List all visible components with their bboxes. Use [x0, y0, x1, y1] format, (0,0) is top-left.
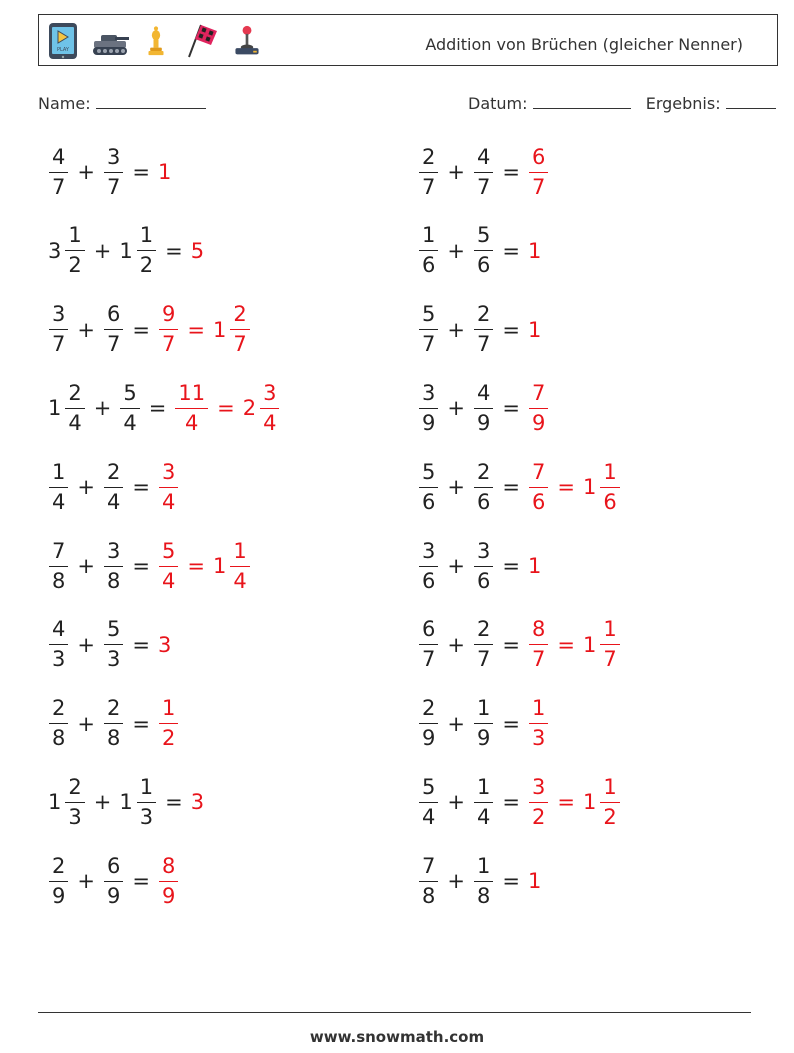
plus-sign: + [77, 160, 95, 184]
answer-whole: 5 [190, 238, 205, 263]
addend-b-numerator: 1 [474, 856, 493, 882]
answer-fraction [159, 853, 178, 908]
answer-equals-sign: = [187, 317, 205, 342]
equals-sign: = [502, 317, 520, 342]
equals-sign: = [132, 869, 150, 894]
addend-a-numerator: 2 [419, 698, 438, 724]
addend-b-numerator: 5 [120, 383, 139, 409]
addend-b-denominator: 3 [106, 647, 121, 672]
plus-sign: + [447, 475, 465, 500]
answer-numerator: 5 [159, 541, 178, 567]
date-blank[interactable] [533, 94, 631, 109]
answer-denominator: 9 [531, 410, 546, 435]
addend-b-denominator: 7 [476, 647, 491, 672]
addend-b-fraction [474, 144, 493, 199]
plus-sign: + [77, 869, 95, 894]
addend-a-fraction [49, 144, 68, 199]
addend-a-numerator: 1 [65, 225, 84, 251]
answer-whole: 2 [242, 396, 257, 421]
equals-sign: = [502, 396, 520, 421]
answer [526, 318, 542, 342]
addend-b-whole: 1 [119, 790, 133, 815]
answer [156, 160, 172, 184]
equals-sign: = [148, 396, 167, 421]
problem-item [416, 692, 551, 756]
addend-b-denominator: 8 [476, 883, 491, 908]
addend-b-numerator: 1 [137, 777, 156, 803]
problem-item [416, 376, 551, 440]
answer-numerator: 6 [529, 147, 548, 173]
answer-equals-sign: = [557, 790, 575, 815]
addend-b-fraction [104, 853, 123, 908]
answer-whole: 1 [527, 554, 542, 578]
answer-denominator: 4 [263, 410, 277, 435]
answer-whole: 1 [582, 790, 597, 815]
answer-equals-sign: = [557, 475, 575, 500]
answer [156, 459, 181, 514]
addend-a-fraction [49, 619, 68, 670]
answer-numerator: 1 [159, 698, 178, 724]
equals-sign: = [132, 554, 150, 578]
answer-denominator: 2 [603, 804, 617, 829]
addend-b-fraction [474, 225, 493, 276]
equals-sign: = [502, 160, 520, 184]
answer-fraction [529, 380, 548, 435]
answer-fraction [529, 774, 548, 829]
addend-a-fraction [419, 304, 438, 355]
date-field[interactable] [468, 94, 776, 113]
answer-whole: 1 [212, 554, 227, 578]
plus-sign: + [447, 317, 465, 342]
addend-a-denominator: 8 [52, 726, 66, 751]
addend-b-denominator: 7 [106, 174, 121, 199]
addend-a-numerator: 7 [49, 541, 68, 567]
addend-b-fraction [104, 459, 123, 514]
answer [526, 869, 542, 893]
addend-b-fraction [474, 853, 493, 908]
addend-b-fraction [474, 619, 493, 670]
addend-a-denominator: 6 [422, 253, 436, 278]
answer [526, 698, 551, 749]
addend-b-fraction [474, 538, 493, 593]
addend-a-denominator: 3 [52, 647, 66, 672]
plus-sign: + [447, 554, 465, 578]
equals-sign: = [165, 238, 183, 263]
addend-a-denominator: 6 [422, 489, 436, 514]
answer [526, 619, 623, 670]
addend-a-fraction [419, 774, 438, 829]
plus-sign: + [77, 554, 95, 578]
addend-a-numerator: 3 [419, 541, 438, 567]
plus-sign: + [447, 632, 465, 657]
addend-b-numerator: 5 [104, 619, 123, 645]
addend-b-denominator: 8 [106, 568, 121, 593]
addend-b-fraction [104, 538, 123, 593]
answer-denominator: 6 [531, 489, 546, 514]
addend-b-numerator: 1 [137, 225, 156, 251]
addend-b-denominator: 6 [476, 568, 491, 593]
answer-numerator: 8 [529, 619, 548, 645]
answer [156, 633, 172, 657]
answer [156, 698, 181, 749]
plus-sign: + [93, 396, 112, 421]
addend-a-denominator: 7 [52, 332, 66, 357]
problem-item [416, 140, 551, 204]
addend-a-fraction [419, 380, 438, 435]
addend-a-denominator: 2 [68, 253, 82, 278]
addend-b-numerator: 2 [474, 619, 493, 645]
addend-a-numerator: 2 [49, 698, 68, 724]
footer-divider [38, 1012, 751, 1013]
answer-fraction [529, 698, 548, 749]
plus-sign: + [77, 317, 95, 342]
problem-item [416, 770, 623, 834]
answer-whole: 3 [157, 632, 172, 657]
addend-b-numerator: 1 [474, 777, 493, 803]
answer-denominator: 4 [185, 410, 199, 435]
addend-a-whole: 1 [48, 790, 62, 815]
addend-b-numerator: 2 [474, 462, 493, 488]
addend-b-fraction [104, 698, 123, 749]
plus-sign: + [77, 475, 95, 500]
answer-fraction [600, 619, 619, 670]
answer-denominator: 7 [531, 174, 546, 199]
tablet-play-icon [45, 21, 81, 61]
addend-b-denominator: 9 [476, 410, 491, 435]
answer-equals-sign: = [217, 396, 235, 421]
addend-a-denominator: 4 [68, 410, 82, 435]
problem-item [46, 140, 172, 204]
equals-sign: = [502, 475, 520, 500]
addend-a-fraction [49, 853, 68, 908]
addend-b-denominator: 4 [476, 804, 491, 829]
equals-sign: = [502, 554, 520, 578]
answer [526, 774, 623, 829]
page-title: Addition von Brüchen (gleicher Nenner) [425, 35, 743, 54]
answer-denominator: 4 [233, 568, 247, 593]
addend-b-numerator: 2 [104, 462, 123, 488]
addend-a-numerator: 2 [65, 383, 84, 409]
answer-numerator: 8 [159, 856, 178, 882]
equals-sign: = [502, 790, 520, 815]
addend-b-numerator: 6 [104, 304, 123, 330]
addend-b-numerator: 3 [104, 147, 123, 173]
addend-a-numerator: 7 [419, 856, 438, 882]
plus-sign: + [77, 632, 95, 657]
addend-b-whole: 1 [119, 238, 133, 263]
addend-b-denominator: 8 [106, 726, 121, 751]
answer [156, 538, 253, 593]
addend-a-numerator: 2 [65, 777, 84, 803]
addend-a-fraction [49, 459, 68, 514]
addend-b-numerator: 5 [474, 225, 493, 251]
problem-item [416, 455, 623, 519]
addend-b-denominator: 6 [476, 253, 491, 278]
problem-item [46, 455, 181, 519]
answer-whole: 1 [527, 317, 542, 342]
problem-item [46, 613, 172, 677]
problem-item [416, 849, 542, 913]
answer [156, 304, 253, 355]
addend-b-numerator: 3 [474, 541, 493, 567]
problem-item [416, 219, 542, 283]
addend-b-numerator: 4 [474, 147, 493, 173]
plus-sign: + [447, 238, 465, 263]
name-blank[interactable] [96, 94, 206, 109]
answer-fraction [230, 304, 249, 355]
answer-numerator: 1 [230, 541, 249, 567]
checkered-flag-icon [181, 21, 221, 61]
addend-a-denominator: 3 [68, 804, 82, 829]
addend-a-denominator: 8 [52, 568, 66, 593]
equals-sign: = [132, 160, 150, 184]
answer [189, 239, 205, 263]
answer-denominator: 7 [161, 332, 176, 357]
addend-a-denominator: 8 [422, 883, 436, 908]
footer-url: www.snowmath.com [309, 1028, 485, 1046]
equals-sign: = [165, 790, 183, 815]
plus-sign: + [93, 238, 112, 263]
answer [526, 554, 542, 578]
addend-b-numerator: 6 [104, 856, 123, 882]
addend-a-fraction [49, 698, 68, 749]
addend-a-numerator: 5 [419, 777, 438, 803]
problem-item [416, 298, 542, 362]
answer-numerator: 3 [260, 383, 279, 409]
addend-b-denominator: 4 [106, 489, 121, 514]
addend-a-fraction [419, 698, 438, 749]
answer-fraction [159, 459, 178, 514]
answer-whole: 1 [527, 869, 542, 894]
addend-b-denominator: 3 [139, 804, 154, 829]
answer-fraction [230, 538, 249, 593]
answer-fraction [159, 538, 178, 593]
addend-b-fraction [120, 380, 139, 435]
addend-b-numerator: 2 [474, 304, 493, 330]
addend-a-fraction [419, 619, 438, 670]
addend-b-denominator: 9 [106, 883, 121, 908]
addend-b-fraction [474, 774, 493, 829]
addend-a-numerator: 1 [49, 462, 68, 488]
tank-icon [91, 21, 131, 61]
worksheet-header [38, 14, 778, 66]
addend-b-numerator: 1 [474, 698, 493, 724]
addend-a-fraction [419, 538, 438, 593]
addend-a-fraction [419, 853, 438, 908]
equals-sign: = [502, 711, 520, 736]
problem-item [46, 298, 253, 362]
addend-b-denominator: 7 [476, 174, 491, 199]
addend-a-numerator: 5 [419, 304, 438, 330]
answer [526, 239, 542, 263]
addend-b-numerator: 4 [474, 383, 493, 409]
answer-numerator: 7 [529, 383, 548, 409]
addend-b-fraction [474, 380, 493, 435]
answer-numerator: 1 [529, 698, 548, 724]
answer-whole: 1 [582, 632, 597, 657]
problem-item [416, 534, 542, 598]
answer-fraction [529, 144, 548, 199]
equals-sign: = [132, 632, 150, 657]
answer-numerator: 2 [230, 304, 249, 330]
answer-numerator: 1 [600, 777, 619, 803]
answer [189, 790, 205, 814]
addend-b-denominator: 9 [476, 726, 491, 751]
plus-sign: + [447, 711, 465, 736]
answer-whole: 1 [212, 317, 227, 342]
addend-a-numerator: 2 [419, 147, 438, 173]
play-label: PLAY [56, 47, 70, 53]
addend-a-numerator: 1 [419, 225, 438, 251]
addend-a-denominator: 4 [422, 804, 436, 829]
addend-b-denominator: 6 [476, 489, 491, 514]
addend-b-fraction [104, 144, 123, 199]
answer-fraction [529, 619, 548, 670]
addend-a-numerator: 5 [419, 462, 438, 488]
name-field[interactable] [38, 94, 206, 113]
addend-a-numerator: 2 [49, 856, 68, 882]
equals-sign: = [502, 238, 520, 263]
addend-a-numerator: 4 [49, 619, 68, 645]
answer-fraction [159, 304, 178, 355]
answer-whole: 3 [190, 790, 205, 815]
answer-denominator: 9 [161, 883, 176, 908]
equals-sign: = [132, 475, 150, 500]
addend-a-numerator: 3 [49, 304, 68, 330]
addend-a-fraction [419, 144, 438, 199]
answer-denominator: 7 [603, 647, 617, 672]
answer [156, 853, 181, 908]
result-label: Ergebnis: [645, 94, 721, 113]
addend-a-denominator: 7 [52, 174, 66, 199]
answer-numerator: 9 [159, 304, 178, 330]
addend-a-denominator: 9 [422, 726, 436, 751]
addend-b-denominator: 7 [106, 332, 121, 357]
answer-numerator: 3 [529, 777, 548, 803]
addend-b-numerator: 3 [104, 541, 123, 567]
addend-a-fraction [65, 380, 84, 435]
answer-denominator: 2 [161, 726, 176, 751]
problem-item [416, 613, 623, 677]
answer-whole: 1 [582, 475, 597, 500]
chess-bishop-icon [141, 21, 171, 61]
equals-sign: = [502, 869, 520, 894]
addend-a-denominator: 4 [52, 489, 66, 514]
answer-fraction [260, 380, 279, 435]
plus-sign: + [447, 869, 465, 894]
addend-a-numerator: 6 [419, 619, 438, 645]
answer-numerator: 7 [529, 462, 548, 488]
plus-sign: + [447, 790, 465, 815]
addend-a-whole: 1 [48, 396, 62, 421]
equals-sign: = [132, 711, 150, 736]
name-label: Name: [38, 94, 91, 113]
date-label: Datum: [468, 94, 528, 113]
answer [526, 144, 551, 199]
plus-sign: + [447, 160, 465, 184]
addend-b-denominator: 2 [139, 253, 154, 278]
problem-item [46, 692, 181, 756]
answer-equals-sign: = [557, 632, 575, 657]
addend-a-fraction [49, 538, 68, 593]
addend-b-fraction [474, 304, 493, 355]
addend-a-denominator: 7 [422, 647, 436, 672]
header-icons [45, 21, 263, 61]
answer-whole: 1 [527, 238, 542, 263]
problem-item [46, 770, 205, 834]
answer-fraction [600, 774, 619, 829]
addend-b-fraction [104, 304, 123, 355]
addend-a-denominator: 9 [52, 883, 66, 908]
answer-whole: 1 [157, 160, 172, 184]
answer-equals-sign: = [187, 554, 205, 578]
plus-sign: + [77, 711, 95, 736]
equals-sign: = [132, 317, 150, 342]
answer-numerator: 1 [600, 619, 619, 645]
addend-b-fraction [104, 619, 123, 670]
answer-denominator: 7 [531, 647, 546, 672]
addend-a-denominator: 7 [422, 332, 436, 357]
answer-fraction [600, 459, 619, 514]
answer [526, 380, 551, 435]
addend-a-fraction [65, 774, 84, 829]
equals-sign: = [502, 632, 520, 657]
addend-b-numerator: 2 [104, 698, 123, 724]
addend-a-whole: 3 [48, 238, 62, 263]
answer-denominator: 7 [233, 332, 247, 357]
problem-item [46, 376, 282, 440]
addend-a-fraction [419, 459, 438, 514]
addend-a-numerator: 4 [49, 147, 68, 173]
problem-item [46, 534, 253, 598]
answer-numerator: 1 [600, 462, 619, 488]
addend-b-denominator: 4 [123, 410, 137, 435]
plus-sign: + [93, 790, 112, 815]
answer-fraction [175, 380, 208, 435]
problem-item [46, 219, 205, 283]
result-blank[interactable] [726, 94, 776, 109]
addend-a-denominator: 6 [422, 568, 436, 593]
answer [526, 459, 623, 514]
answer-numerator: 3 [159, 462, 178, 488]
addend-b-denominator: 7 [476, 332, 491, 357]
answer-fraction [159, 698, 178, 749]
addend-b-fraction [474, 459, 493, 514]
answer-fraction [529, 459, 548, 514]
answer-denominator: 4 [161, 489, 176, 514]
joystick-icon [231, 21, 263, 61]
addend-a-fraction [419, 225, 438, 276]
answer-numerator: 11 [175, 383, 208, 409]
addend-a-denominator: 7 [422, 174, 436, 199]
addend-a-numerator: 3 [419, 383, 438, 409]
plus-sign: + [447, 396, 465, 421]
answer-denominator: 2 [531, 804, 546, 829]
addend-b-fraction [137, 774, 156, 829]
problem-item [46, 849, 181, 913]
addend-b-fraction [474, 698, 493, 749]
addend-a-fraction [65, 225, 84, 276]
addend-a-denominator: 9 [422, 410, 436, 435]
answer-denominator: 3 [531, 726, 546, 751]
answer [172, 380, 282, 435]
answer-denominator: 6 [603, 489, 617, 514]
answer-denominator: 4 [161, 568, 176, 593]
addend-b-fraction [137, 225, 156, 276]
addend-a-fraction [49, 304, 68, 355]
